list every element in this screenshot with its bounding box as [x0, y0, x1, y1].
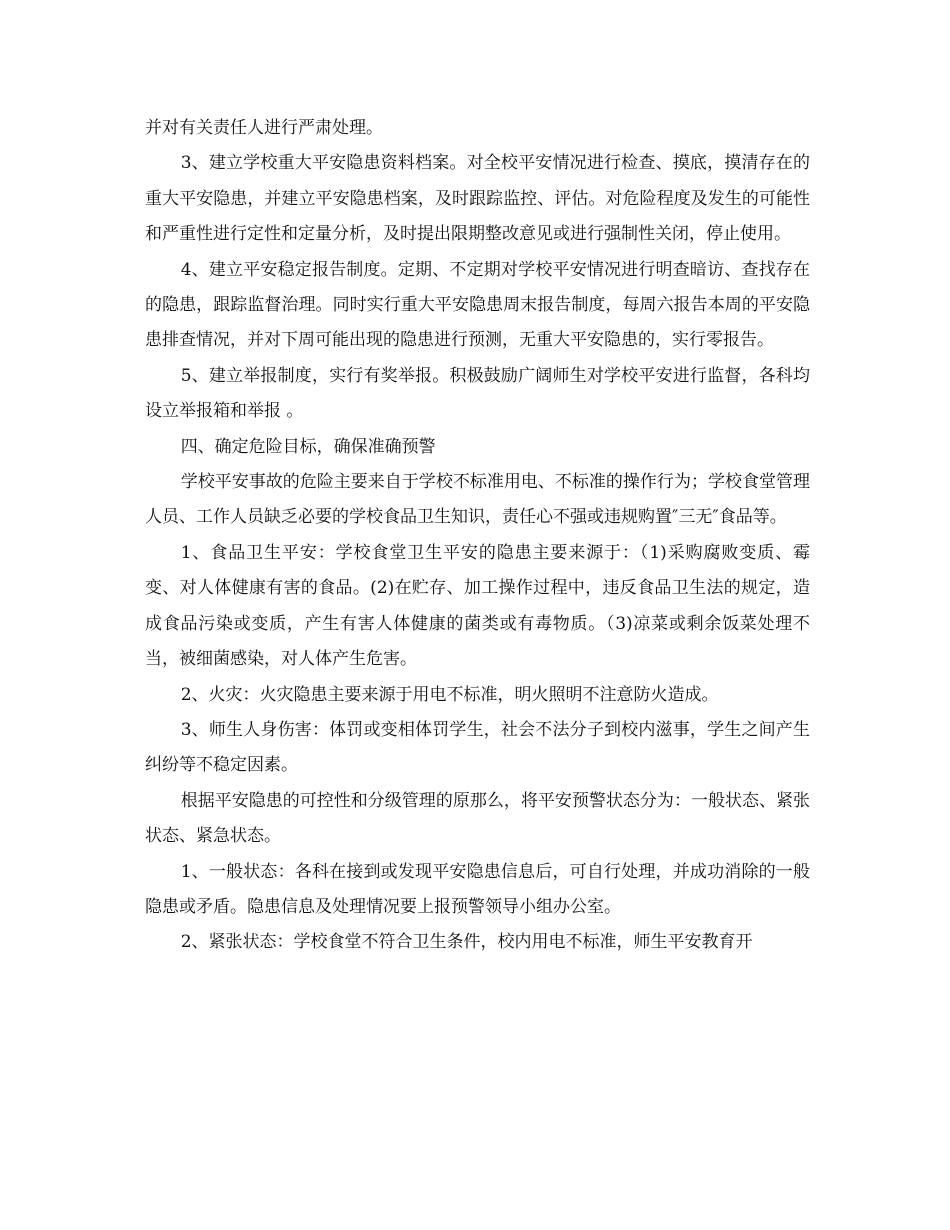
document-page [145, 111, 810, 961]
paragraph-7: 1、食品卫生平安：学校食堂卫生平安的隐患主要来源于：（1)采购腐败变质、霉变、对人体健康有害的食品。(2)在贮存、加工操作过程中，违反食品卫生法的规定，造成食品污染或变质，产生有害人体健康的菌类或有毒物质。（3)凉菜或剩余饭菜处理不当，被细菌感染，对人体产生危害。 [145, 542, 810, 670]
paragraph-10: 根据平安隐患的可控性和分级管理的原那么，将平安预警状态分为：一般状态、紧张状态、紧急状态。 [145, 790, 810, 847]
paragraph-6: 学校平安事故的危险主要来自于学校不标准用电、不标准的操作行为；学校食堂管理人员、工作人员缺乏必要的学校食品卫生知识，责任心不强或违规购置″三无″食品等。 [145, 472, 810, 528]
paragraph-11: 1、一般状态：各科在接到或发现平安隐患信息后，可自行处理，并成功消除的一般隐患或矛盾。隐患信息及处理情况要上报预警领导小组办公室。 [145, 861, 810, 917]
paragraph-4: 5、建立举报制度，实行有奖举报。积极鼓励广阔师生对学校平安进行监督，各科均设立举报箱和举报 。 [145, 365, 810, 422]
paragraph-9: 3、师生人身伤害：体罚或变相体罚学生，社会不法分子到校内滋事，学生之间产生纠纷等不稳定因素。 [145, 719, 810, 776]
paragraph-12: 2、紧张状态：学校食堂不符合卫生条件，校内用电不标准，师生平安教育开 [180, 932, 753, 953]
paragraph-8: 2、火灾：火灾隐患主要来源于用电不标准，明火照明不注意防火造成。 [180, 684, 719, 705]
section-heading-4: 四、确定危险目标，确保准确预警 [180, 436, 436, 457]
paragraph-2: 3、建立学校重大平安隐患资料档案。对全校平安情况进行检查、摸底，摸清存在的重大平安隐患，并建立平安隐患档案，及时跟踪监控、评估。对危险程度及发生的可能性和严重性进行定性和定量分析，及时提出限期整改意见或进行强制性关闭，停止使用。 [145, 153, 810, 245]
paragraph-3: 4、建立平安稳定报告制度。定期、不定期对学校平安情况进行明查暗访、查找存在的隐患，跟踪监督治理。同时实行重大平安隐患周末报告制度，每周六报告本周的平安隐患排查情况，并对下周可能出现的隐患进行预测，无重大平安隐患的，实行零报告。 [145, 259, 810, 351]
paragraph-1: 并对有关责任人进行严肃处理。 [145, 118, 383, 138]
